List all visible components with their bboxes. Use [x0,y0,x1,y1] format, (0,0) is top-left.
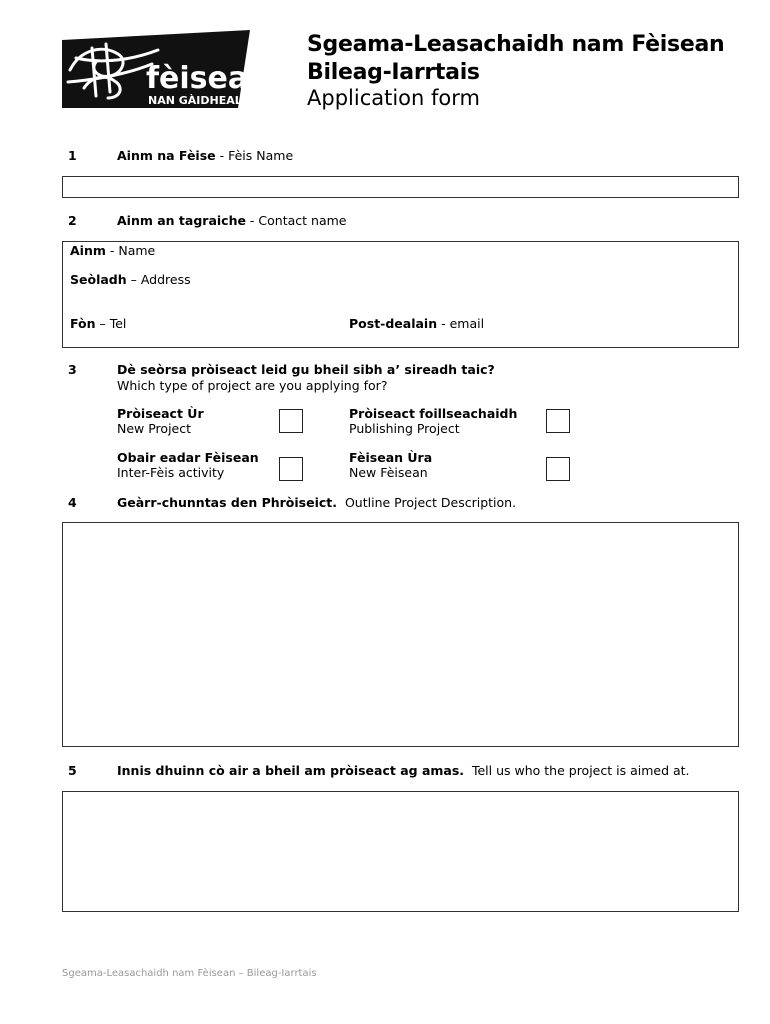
question-1-number: 1 [68,148,77,163]
option-inter-feis-english: Inter-Fèis activity [117,465,225,480]
address-label-gaelic: Seòladh [70,272,127,287]
question-4-number: 4 [68,495,77,510]
logo-brand-text: fèisean [146,61,270,96]
question-1-label-english: - Fèis Name [215,148,294,163]
email-label [349,316,484,331]
question-5-number: 5 [68,763,77,778]
logo-sub-text: NAN GÀIDHEAL [148,94,242,107]
question-2-label-gaelic: Ainm an tagraiche [117,213,246,228]
option-new-project-gaelic: Pròiseact Ùr [117,406,204,421]
address-label [70,272,191,287]
target-audience-field[interactable] [62,791,739,912]
question-5-label-gaelic: Innis dhuinn cò air a bheil am pròiseact ag amas. [117,763,465,778]
question-5-label [117,763,690,778]
option-new-project-label [117,406,204,436]
question-4-label-english: Outline Project Description. [337,495,517,510]
inter-feis-checkbox[interactable] [279,457,303,481]
form-title-gaelic: Sgeama-Leasachaidh nam Fèisean [307,32,725,57]
option-new-feisean-gaelic: Fèisean Ùra [349,450,433,465]
question-1-label [117,148,293,163]
tel-label-english: – Tel [95,316,127,331]
question-2-number: 2 [68,213,77,228]
option-inter-feis-gaelic: Obair eadar Fèisean [117,450,259,465]
option-new-project-english: New Project [117,421,192,436]
option-new-feisean-english: New Fèisean [349,465,428,480]
tel-label-gaelic: Fòn [70,316,96,331]
question-4-label [117,495,516,510]
feisean-logo [62,30,270,108]
new-project-checkbox[interactable] [279,409,303,433]
email-label-english: - email [437,316,485,331]
publishing-project-checkbox[interactable] [546,409,570,433]
option-publishing-project-english: Publishing Project [349,421,460,436]
option-new-feisean-label [349,450,432,480]
question-4-label-gaelic: Geàrr-chunntas den Phròiseict. [117,495,338,510]
contact-name-label [70,243,155,258]
question-3-label-gaelic: Dè seòrsa pròiseact leid gu bheil sibh a’ sireadh taic? [117,362,495,377]
address-label-english: – Address [126,272,191,287]
project-description-field[interactable] [62,522,739,747]
question-2-label-english: - Contact name [245,213,347,228]
question-2-label [117,213,346,228]
tel-label [70,316,126,331]
contact-name-label-gaelic: Ainm [70,243,106,258]
contact-name-label-english: - Name [105,243,156,258]
feis-name-field[interactable] [62,176,739,198]
question-1-label-gaelic: Ainm na Fèise [117,148,216,163]
question-3-label-english: Which type of project are you applying for? [117,378,388,393]
page-footer: Sgeama-Leasachaidh nam Fèisean – Bileag-Iarrtais [62,968,317,979]
contact-details-box[interactable] [62,241,739,348]
option-publishing-project-gaelic: Pròiseact foillseachaidh [349,406,518,421]
question-5-label-english: Tell us who the project is aimed at. [464,763,690,778]
new-feisean-checkbox[interactable] [546,457,570,481]
form-title-english: Application form [307,86,480,110]
question-3-label [117,362,495,393]
form-subtitle-gaelic: Bileag-Iarrtais [307,60,480,85]
question-3-number: 3 [68,362,77,377]
email-label-gaelic: Post-dealain [349,316,438,331]
option-publishing-project-label [349,406,517,436]
option-inter-feis-label [117,450,259,480]
